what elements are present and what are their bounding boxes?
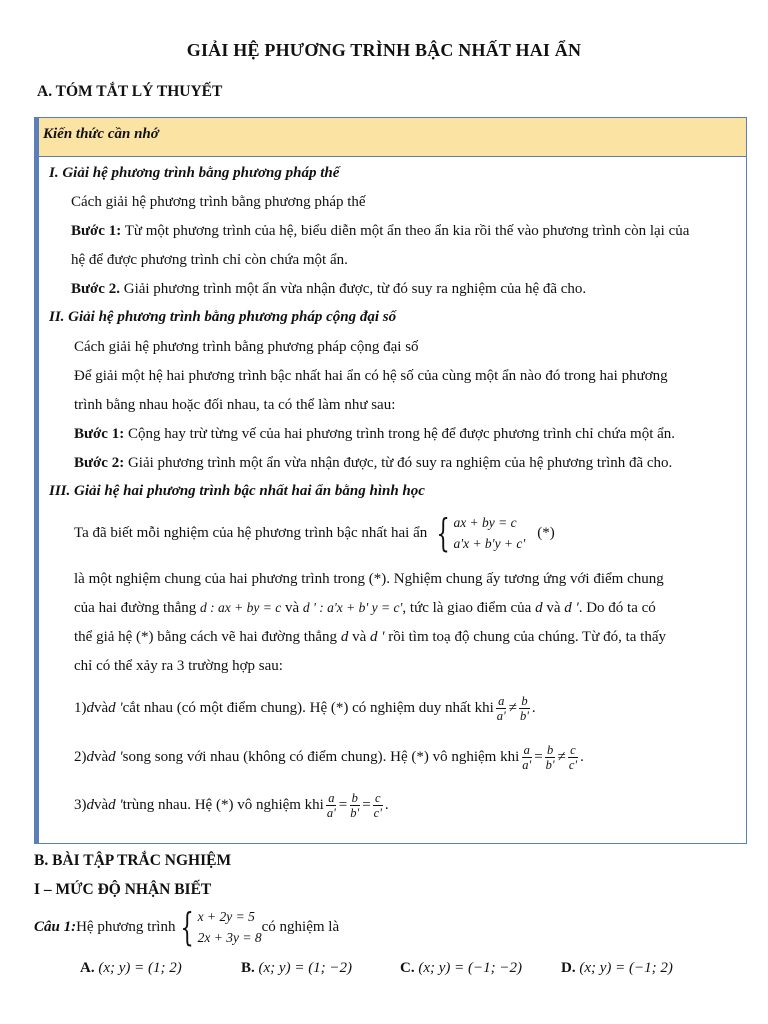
denominator: c'	[568, 758, 578, 772]
period: .	[531, 700, 536, 716]
eq-sign: =	[338, 797, 348, 813]
part3-line3	[74, 629, 666, 646]
text: . Do đó ta có	[578, 600, 656, 616]
system-lines	[453, 512, 525, 554]
math-d: d	[340, 629, 349, 645]
option-d[interactable]	[561, 960, 673, 977]
section-a-heading: A. TÓM TẮT LÝ THUYẾT	[37, 83, 223, 100]
part1-step1	[71, 223, 689, 240]
denominator: b'	[350, 806, 360, 820]
math-d-prime: d '	[108, 749, 123, 765]
math-d: d	[535, 600, 543, 616]
step-text: Cộng hay trừ từng vế của hai phương trình trong hệ để được phương trình chỉ chứa một ẩn.	[124, 426, 676, 442]
math-d: d	[86, 797, 94, 813]
system-eq-1: x + 2y = 5	[197, 909, 255, 924]
part3-intro	[74, 512, 555, 554]
fraction-b	[518, 694, 531, 723]
option-value: (x; y) = (−1; 2)	[579, 960, 673, 976]
option-value: (x; y) = (1; 2)	[98, 960, 182, 976]
text: 1)	[74, 700, 87, 716]
text: trùng nhau. Hệ (*) vô nghiệm khi	[122, 797, 324, 813]
fraction-b	[348, 791, 361, 820]
system-eq-2: 2x + 3y = 8	[197, 930, 262, 945]
part3-line1: là một nghiệm chung của hai phương trình trong (*). Nghiệm chung ấy tương ứng với điểm chung	[74, 571, 664, 587]
text: 3)	[74, 797, 87, 813]
step-text: Từ một phương trình của hệ, biểu diễn một ẩn theo ẩn kia rồi thế vào phương trình còn lại của	[121, 223, 690, 239]
denominator: c'	[373, 806, 382, 820]
text: song song với nhau (không có điểm chung). Hệ (*) vô nghiệm khi	[122, 749, 520, 765]
part1-heading: I. Giải hệ phương trình bằng phương pháp thế	[49, 165, 340, 181]
text: và	[94, 797, 109, 813]
star-label: (*)	[537, 524, 555, 541]
part1-step1-cont: hệ để được phương trình chỉ còn chứa một ẩn.	[71, 252, 348, 268]
option-a[interactable]	[80, 960, 182, 977]
theory-box	[34, 117, 747, 844]
step-text: Giải phương trình một ẩn vừa nhận được, từ đó suy ra nghiệm của hệ phương trình đã cho.	[124, 455, 673, 471]
text: và	[348, 629, 370, 645]
brace-glyph: {	[180, 905, 195, 949]
numerator: a	[498, 694, 505, 708]
denominator: a'	[496, 709, 506, 723]
text: và	[542, 600, 565, 616]
step-label: Bước 2:	[74, 455, 125, 471]
denominator: a'	[326, 806, 336, 820]
option-b[interactable]	[241, 960, 352, 977]
text: 2)	[74, 749, 87, 765]
math-d-prime: d ' : a'x + b' y = c'	[302, 600, 403, 615]
math-d: d	[86, 749, 94, 765]
question-1	[34, 906, 339, 948]
part2-heading: II. Giải hệ phương trình bằng phương pháp cộng đại số	[49, 309, 397, 325]
part1-step2	[71, 281, 586, 298]
part2-para-cont: trình bằng nhau hoặc đối nhau, ta có thể làm như sau:	[74, 397, 396, 413]
fraction-c	[567, 743, 579, 772]
fraction-a	[520, 743, 533, 772]
fraction-a	[495, 694, 508, 723]
text: , tức là giao điểm của	[402, 600, 536, 616]
section-b-heading: B. BÀI TẬP TRẮC NGHIỆM	[34, 852, 232, 869]
numerator: a	[328, 791, 335, 805]
neq-sign: ≠	[508, 700, 517, 716]
step-label: Bước 2.	[71, 281, 120, 297]
system-lines	[198, 906, 262, 948]
level-heading: I – MỨC ĐỘ NHẬN BIẾT	[34, 881, 212, 898]
option-key: D.	[561, 960, 576, 976]
math-d-prime: d '	[564, 600, 579, 616]
fraction-a	[325, 791, 338, 820]
text: của hai đường thẳng	[74, 600, 201, 616]
fraction-b	[544, 743, 557, 772]
denominator: a'	[522, 758, 532, 772]
system-eq-1: ax + by = c	[453, 515, 517, 530]
equation-system	[431, 512, 525, 554]
period: .	[384, 797, 389, 813]
eq-sign: =	[534, 749, 543, 765]
question-text: Hệ phương trình	[76, 918, 176, 935]
text: thể giả hệ (*) bằng cách vẽ hai đường thẳng	[74, 629, 341, 645]
option-key: B.	[241, 960, 255, 976]
math-d-prime: d '	[108, 797, 123, 813]
page-title: GIẢI HỆ PHƯƠNG TRÌNH BẬC NHẤT HAI ẨN	[186, 40, 582, 60]
numerator: b	[521, 694, 528, 708]
question-label: Câu 1:	[34, 918, 77, 935]
math-d-prime: d '	[108, 700, 123, 716]
numerator: b	[547, 743, 554, 757]
case-1	[74, 694, 536, 723]
math-d: d : ax + by = c	[200, 600, 282, 615]
math-d-prime: d '	[369, 629, 385, 645]
equation-system	[175, 906, 261, 948]
system-eq-2: a'x + b'y + c'	[453, 536, 526, 551]
denominator: b'	[545, 758, 555, 772]
eq-sign: =	[362, 797, 371, 813]
case-3	[74, 791, 389, 820]
part2-step1	[74, 426, 675, 443]
part2-step2	[74, 455, 672, 472]
option-value: (x; y) = (1; −2)	[258, 960, 353, 976]
brace-glyph: {	[436, 511, 450, 555]
question-text: có nghiệm là	[261, 918, 340, 935]
step-label: Bước 1:	[71, 223, 122, 239]
box-header-text: Kiến thức cần nhớ	[43, 126, 159, 142]
option-key: C.	[400, 960, 415, 976]
text: và	[94, 700, 109, 716]
step-label: Bước 1:	[74, 426, 125, 442]
box-accent-bar	[35, 118, 39, 843]
denominator: b'	[519, 709, 529, 723]
text: cắt nhau (có một điểm chung). Hệ (*) có nghiệm duy nhất khi	[122, 700, 494, 716]
option-value: (x; y) = (−1; −2)	[418, 960, 522, 976]
text: và	[94, 749, 109, 765]
part2-para: Để giải một hệ hai phương trình bậc nhất hai ẩn có hệ số của cùng một ẩn nào đó trong hai phương	[74, 368, 668, 384]
option-c[interactable]	[400, 960, 522, 977]
step-text: Giải phương trình một ẩn vừa nhận được, từ đó suy ra nghiệm của hệ đã cho.	[119, 281, 587, 297]
neq-sign: ≠	[557, 749, 566, 765]
part3-line4: chỉ có thể xảy ra 3 trường hợp sau:	[74, 658, 283, 674]
part2-intro: Cách giải hệ phương trình bằng phương pháp cộng đại số	[74, 339, 419, 355]
math-d: d	[86, 700, 94, 716]
part1-intro: Cách giải hệ phương trình bằng phương pháp thế	[71, 194, 366, 210]
text: rồi tìm toạ độ chung của chúng. Từ đó, ta thấy	[384, 629, 666, 645]
text: và	[281, 600, 303, 616]
part3-heading: III. Giải hệ hai phương trình bậc nhất hai ẩn bằng hình học	[49, 483, 425, 499]
numerator: c	[570, 743, 576, 757]
case-2	[74, 743, 584, 772]
numerator: c	[375, 791, 381, 805]
fraction-c	[372, 791, 384, 820]
part3-line2	[74, 600, 656, 617]
period: .	[580, 749, 584, 765]
box-header	[39, 118, 746, 157]
numerator: b	[351, 791, 358, 805]
intro-text: Ta đã biết mỗi nghiệm của hệ phương trình bậc nhất hai ẩn	[74, 524, 428, 541]
option-key: A.	[80, 960, 95, 976]
numerator: a	[523, 743, 530, 757]
